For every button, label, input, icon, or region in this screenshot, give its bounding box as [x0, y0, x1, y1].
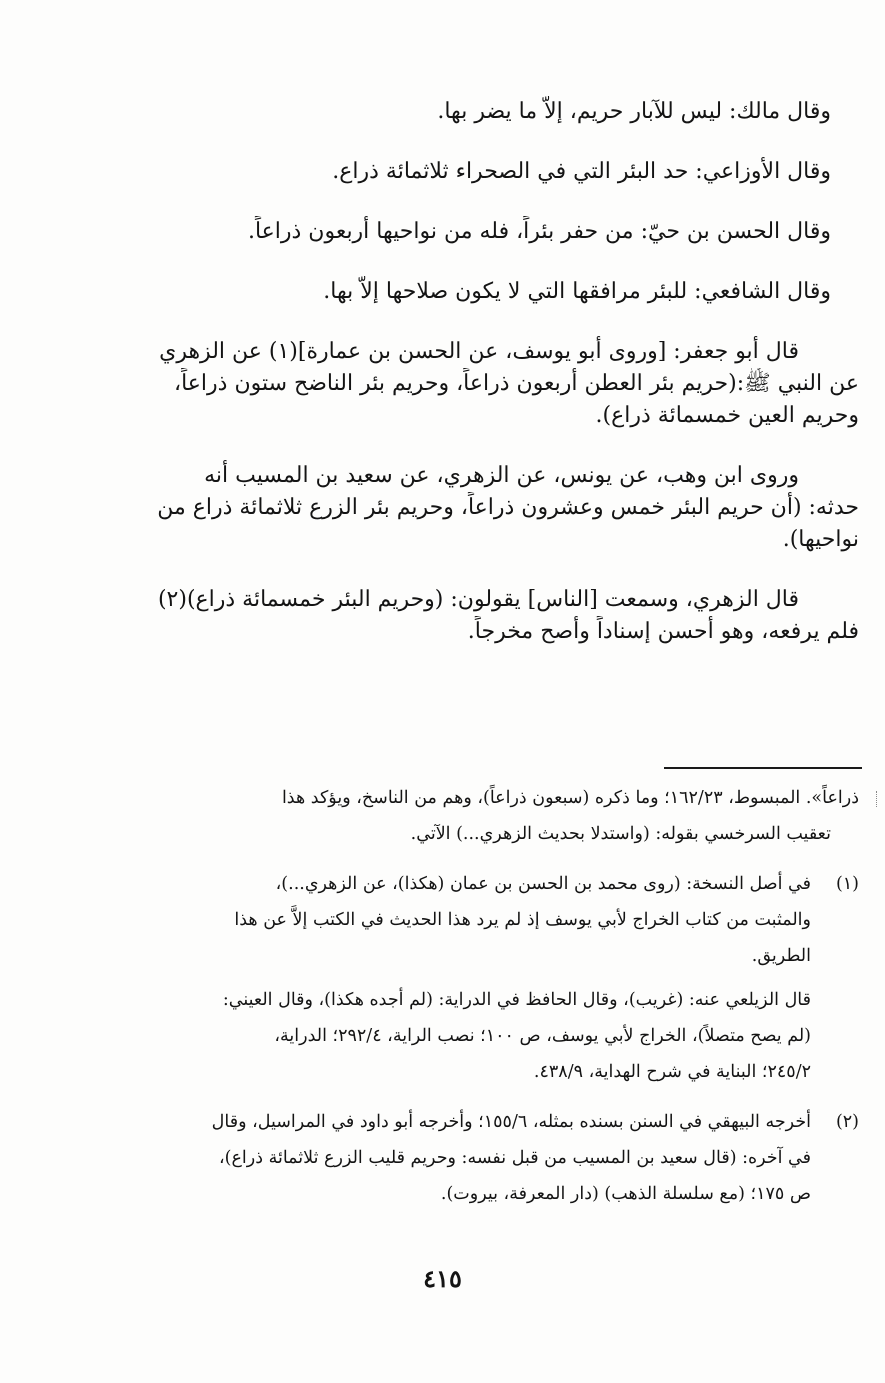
paragraph-abu-jafar [100, 336, 859, 432]
text-line: وقال الأوزاعي: حد البئر التي في الصحراء ثلاثمائة ذراع. [332, 159, 831, 184]
footnote-line: ذراعاً». المبسوط، ١٦٢/٢٣؛ وما ذكره (سبعون ذراعاً)، وهم من الناسخ، ويؤكد هذا [281, 788, 859, 808]
footnote-line: الطريق. [751, 946, 811, 966]
text-line: فلم يرفعه، وهو أحسن إسناداً وأصح مخرجاً. [467, 619, 859, 644]
footnote-body [100, 866, 811, 1090]
paragraph-zuhri [100, 584, 859, 648]
main-text [100, 96, 859, 676]
footnote-divider [664, 767, 862, 769]
footnote-line: (لم يصح متصلاً)، الخراج لأبي يوسف، ص ١٠٠؛ نصب الراية، ٢٩٢/٤؛ الدراية، [274, 1026, 811, 1046]
page-number: ٤١٥ [423, 1264, 462, 1293]
text-line: نواحيها). [782, 527, 859, 552]
footnote-line: قال الزيلعي عنه: (غريب)، وقال الحافظ في الدراية: (لم أجده هكذا)، وقال العيني: [222, 990, 811, 1010]
footnote-line: ص ١٧٥؛ (مع سلسلة الذهب) (دار المعرفة، بيروت). [440, 1184, 811, 1204]
text-line: عن النبي ﷺ:(حريم بئر العطن أربعون ذراعاً، وحريم بئر الناضح ستون ذراعاً، [173, 371, 859, 396]
paragraph-ibn-wahb [100, 460, 859, 556]
footnote-1 [100, 866, 859, 1090]
footnote-line: أخرجه البيهقي في السنن بسنده بمثله، ١٥٥/٦؛ وأخرجه أبو داود في المراسيل، وقال [211, 1112, 811, 1132]
footnote-body [100, 1104, 811, 1212]
text-line: وحريم العين خمسمائة ذراع). [595, 403, 859, 428]
text-line: وقال الشافعي: للبئر مرافقها التي لا يكون صلاحها إلاَّ بها. [323, 279, 831, 304]
footnote-continuation [100, 780, 859, 852]
footnote-line: تعقيب السرخسي بقوله: (واستدلا بحديث الزهري...) الآتي. [410, 824, 831, 844]
margin-mark [876, 791, 881, 807]
footnote-2 [100, 1104, 859, 1212]
footnote-line: في أصل النسخة: (روى محمد بن الحسن بن عمان (هكذا)، عن الزهري...)، [275, 874, 811, 894]
footnote-number: (٢) [835, 1112, 859, 1132]
text-line: قال الزهري، وسمعت [الناس] يقولون: (وحريم البئر خمسمائة ذراع)(٢) [157, 587, 799, 612]
text-line: وقال الحسن بن حيّ: من حفر بئراً، فله من نواحيها أربعون ذراعاً. [247, 219, 831, 244]
text-line: وقال مالك: ليس للآبار حريم، إلاَّ ما يضر بها. [437, 99, 831, 124]
paragraph-shafii [100, 276, 859, 308]
footnotes [100, 780, 859, 1226]
text-line: قال أبو جعفر: [وروى أبو يوسف، عن الحسن بن عمارة](١) عن الزهري [159, 339, 799, 364]
paragraph-hasan [100, 216, 859, 248]
footnote-line: في آخره: (قال سعيد بن المسيب من قبل نفسه: وحريم قليب الزرع ثلاثمائة ذراع)، [219, 1148, 811, 1168]
paragraph-awzai [100, 156, 859, 188]
footnote-number: (١) [835, 874, 859, 894]
footnote-line: والمثبت من كتاب الخراج لأبي يوسف إذ لم يرد هذا الحديث في الكتب إلاَّ عن هذا [234, 910, 811, 930]
text-line: وروى ابن وهب، عن يونس، عن الزهري، عن سعيد بن المسيب أنه [204, 463, 799, 488]
paragraph-malik [100, 96, 859, 128]
footnote-line: ٢٤٥/٢؛ البناية في شرح الهداية، ٤٣٨/٩. [533, 1062, 811, 1082]
text-line: حدثه: (أن حريم البئر خمس وعشرون ذراعاً، وحريم بئر الزرع ثلاثمائة ذراع من [157, 495, 859, 520]
